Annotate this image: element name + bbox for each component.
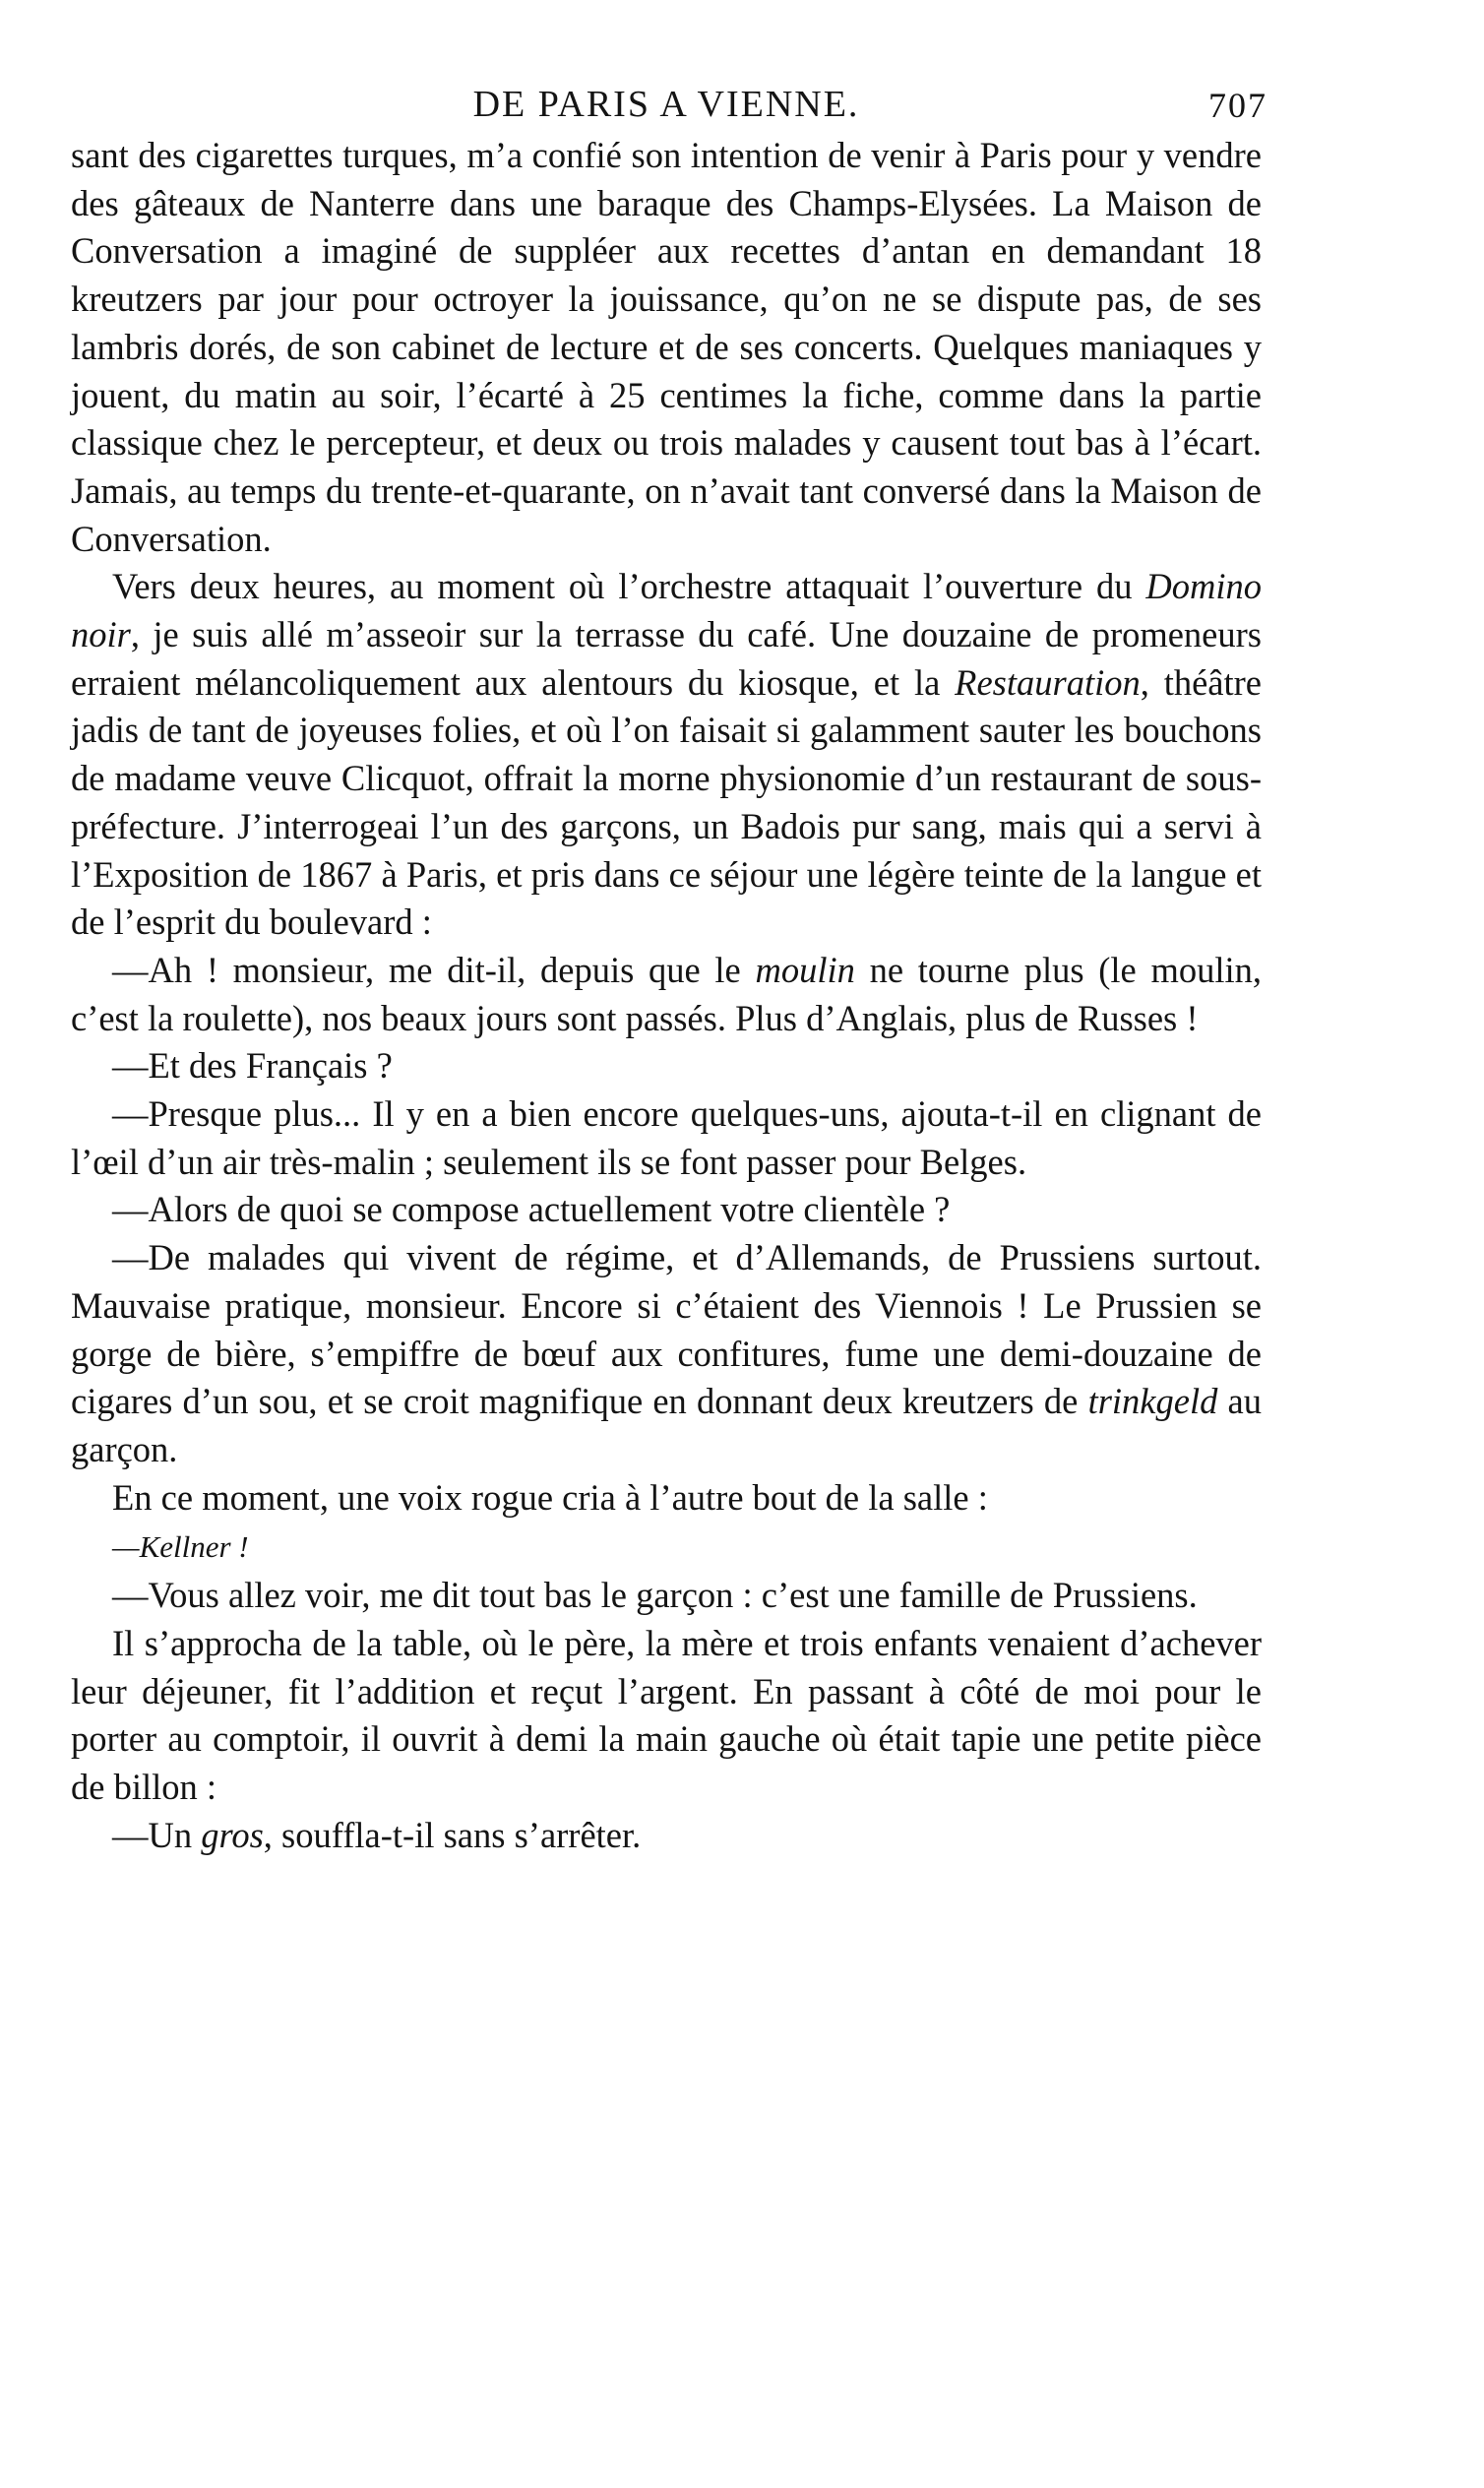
running-title: DE PARIS A VIENNE.: [472, 84, 860, 125]
dialogue-paragraph: [71, 1522, 1262, 1572]
book-page: [71, 71, 1268, 1859]
paragraph-continuation: [71, 132, 1262, 563]
text-run: , je suis allé m’asseoir sur la terrasse du café. Une douzaine de promeneurs erraient mélancoliquement aux alentours du kiosque, et la: [71, 614, 1262, 703]
italic-trinkgeld: trinkgeld: [1087, 1381, 1218, 1422]
text-run: Vers deux heures, au moment où l’orchestre attaquait l’ouverture du: [112, 566, 1146, 607]
page-header: [71, 71, 1268, 132]
text-run: En ce moment, une voix rogue cria à l’autre bout de la salle :: [112, 1476, 988, 1518]
text-run: —Presque plus... Il y en a bien encore quelques-uns, ajouta-t-il en clignant de l’œil d’un air très-malin ; seulement ils se font passer pour Belges.: [71, 1093, 1262, 1182]
text-run: —Un: [112, 1814, 202, 1855]
dialogue-paragraph: [71, 1234, 1262, 1474]
italic-gros: gros: [201, 1814, 264, 1855]
dialogue-paragraph: [71, 1572, 1262, 1620]
text-run: Il s’approcha de la table, où le père, la mère et trois enfants venaient d’achever leur déjeuner, fit l’addition et reçut l’argent. En passant à côté de moi pour le porter au comptoir, il ouvrit à demi la main gauche où était tapie une petite pièce de billon :: [71, 1622, 1262, 1807]
dialogue-paragraph: [71, 947, 1262, 1042]
text-run: —De malades qui vivent de régime, et d’Allemands, de Prussiens surtout. Mauvaise pratique, monsieur. Encore si c’étaient des Viennois ! Le Prussien se gorge de bière, s’empiffre de bœuf aux confitures, fume une demi-douzaine de cigares d’un sou, et se croit magnifique en donnant deux kreutzers de: [71, 1237, 1262, 1422]
text-run: sant des cigarettes turques, m’a confié son intention de venir à Paris pour y vendre des gâteaux de Nanterre dans une baraque des Champs-Elysées. La Maison de Conversation a imaginé de suppléer aux recettes d’antan en demandant 18 kreutzers par jour pour octroyer la jouissance, qu’on ne se dispute pas, de ses lambris dorés, de son cabinet de lecture et de ses concerts. Quelques maniaques y jouent, du matin au soir, l’écarté à 25 centimes la fiche, comme dans la partie classique chez le percepteur, et deux ou trois malades y causent tout bas à l’écart. Jamais, au temps du trente-et-quarante, on n’avait tant conversé dans la Maison de Conversation.: [71, 135, 1262, 559]
body-text: [71, 132, 1262, 1859]
text-run: , théâtre jadis de tant de joyeuses folies, et où l’on faisait si galamment sauter les bouchons de madame veuve Clicquot, offrait la morne physionomie d’un restaurant de sous-préfecture. J’interrogeai l’un des garçons, un Badois pur sang, mais qui a servi à l’Exposition de 1867 à Paris, et pris dans ce séjour une légère teinte de la langue et de l’esprit du boulevard :: [71, 661, 1262, 943]
dialogue-paragraph: [71, 1812, 1262, 1860]
paragraph: [71, 1620, 1262, 1812]
text-run: , souffla-t-il sans s’arrêter.: [263, 1814, 642, 1855]
dialogue-paragraph: [71, 1186, 1262, 1234]
text-run: ne tourne plus (le moulin, c’est la roulette), nos beaux jours sont passés. Plus d’Anglais, plus de Russes !: [71, 949, 1263, 1038]
italic-title-domino-noir: Domino noir: [71, 566, 1262, 655]
text-run: au garçon.: [71, 1381, 1262, 1469]
dialogue-paragraph: [71, 1090, 1262, 1186]
paragraph: [71, 1474, 1262, 1523]
paragraph: [71, 563, 1262, 947]
italic-moulin: moulin: [755, 949, 855, 990]
italic-kellner: —Kellner !: [112, 1529, 249, 1565]
italic-restauration: Restauration: [955, 661, 1141, 703]
dialogue-paragraph: [71, 1042, 1262, 1090]
text-run: —Alors de quoi se compose actuellement votre clientèle ?: [112, 1189, 951, 1230]
text-run: —Vous allez voir, me dit tout bas le garçon : c’est une famille de Prussiens.: [112, 1575, 1198, 1616]
page-number: 707: [1208, 86, 1268, 125]
text-run: —Ah ! monsieur, me dit-il, depuis que le: [112, 949, 756, 990]
text-run: —Et des Français ?: [112, 1045, 393, 1087]
